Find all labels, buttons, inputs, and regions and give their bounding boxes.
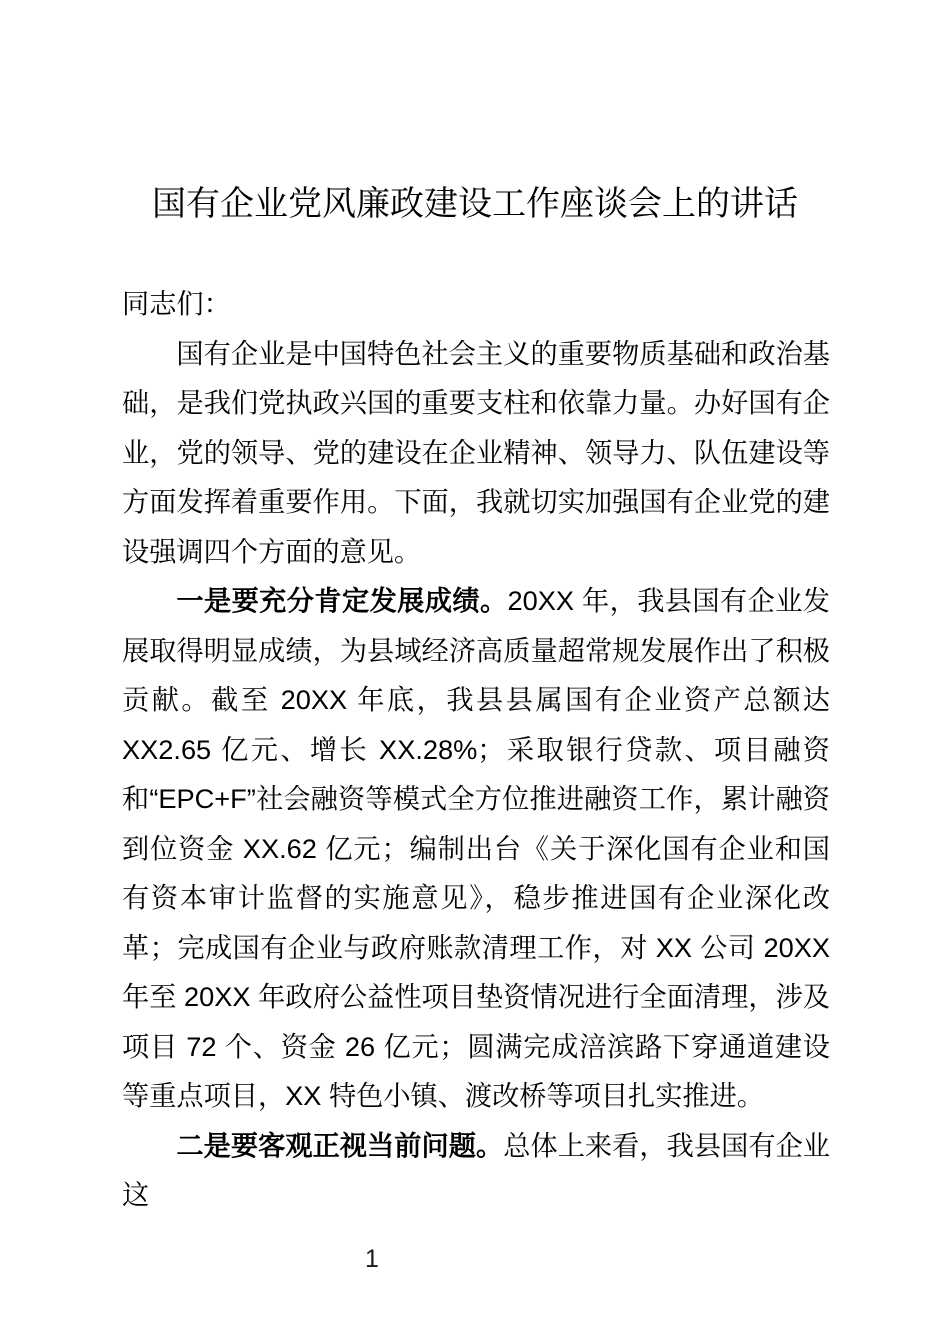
paragraph-intro — [122, 329, 830, 577]
page-footer — [122, 1246, 622, 1274]
paragraph-point-one — [122, 576, 830, 1121]
page-number: 1 — [365, 1245, 379, 1273]
page-title: 国有企业党风廉政建设工作座谈会上的讲话 — [152, 185, 798, 223]
document-body — [122, 279, 830, 1220]
paragraph-point-two-text: 总体上来看，我县国有企业这 — [122, 1129, 830, 1210]
paragraph-point-two-lead: 二是要客观正视当前问题。 — [176, 1129, 504, 1161]
paragraph-intro-text: 国有企业是中国特色社会主义的重要物质基础和政治基础，是我们党执政兴国的重要支柱和依靠力量。办好国有企业，党的领导、党的建设在企业精神、领导力、队伍建设等方面发挥着重要作用。下面，我就切实加强国有企业党的建设强调四个方面的意见。 — [122, 337, 830, 567]
salutation-line: 同志们： — [122, 288, 231, 319]
paragraph-point-two — [122, 1121, 830, 1220]
paragraph-point-one-text: 20XX 年，我县国有企业发展取得明显成绩，为县域经济高质量超常规发展作出了积极贡献。截至 20XX 年底，我县县属国有企业资产总额达 XX2.65 亿元、增长 XX.28%；采取银行贷款、项目融资和“EPC+F”社会融资等模式全方位推进融资工作，累计融资到位资金 XX.62 亿元；编制出台《关于深化国有企业和国有资本审计监督的实施意见》，稳步推进国有企业深化改革；完成国有企业与政府账款清理工作，对 XX 公司 20XX 年至 20XX 年政府公益性项目垫资情况进行全面清理，涉及项目 72 个、资金 26 亿元；圆满完成涪滨路下穿通道建设等重点项目，XX 特色小镇、渡改桥等项目扎实推进。 — [122, 585, 830, 1111]
paragraph-point-one-lead: 一是要充分肯定发展成绩。 — [176, 585, 508, 616]
